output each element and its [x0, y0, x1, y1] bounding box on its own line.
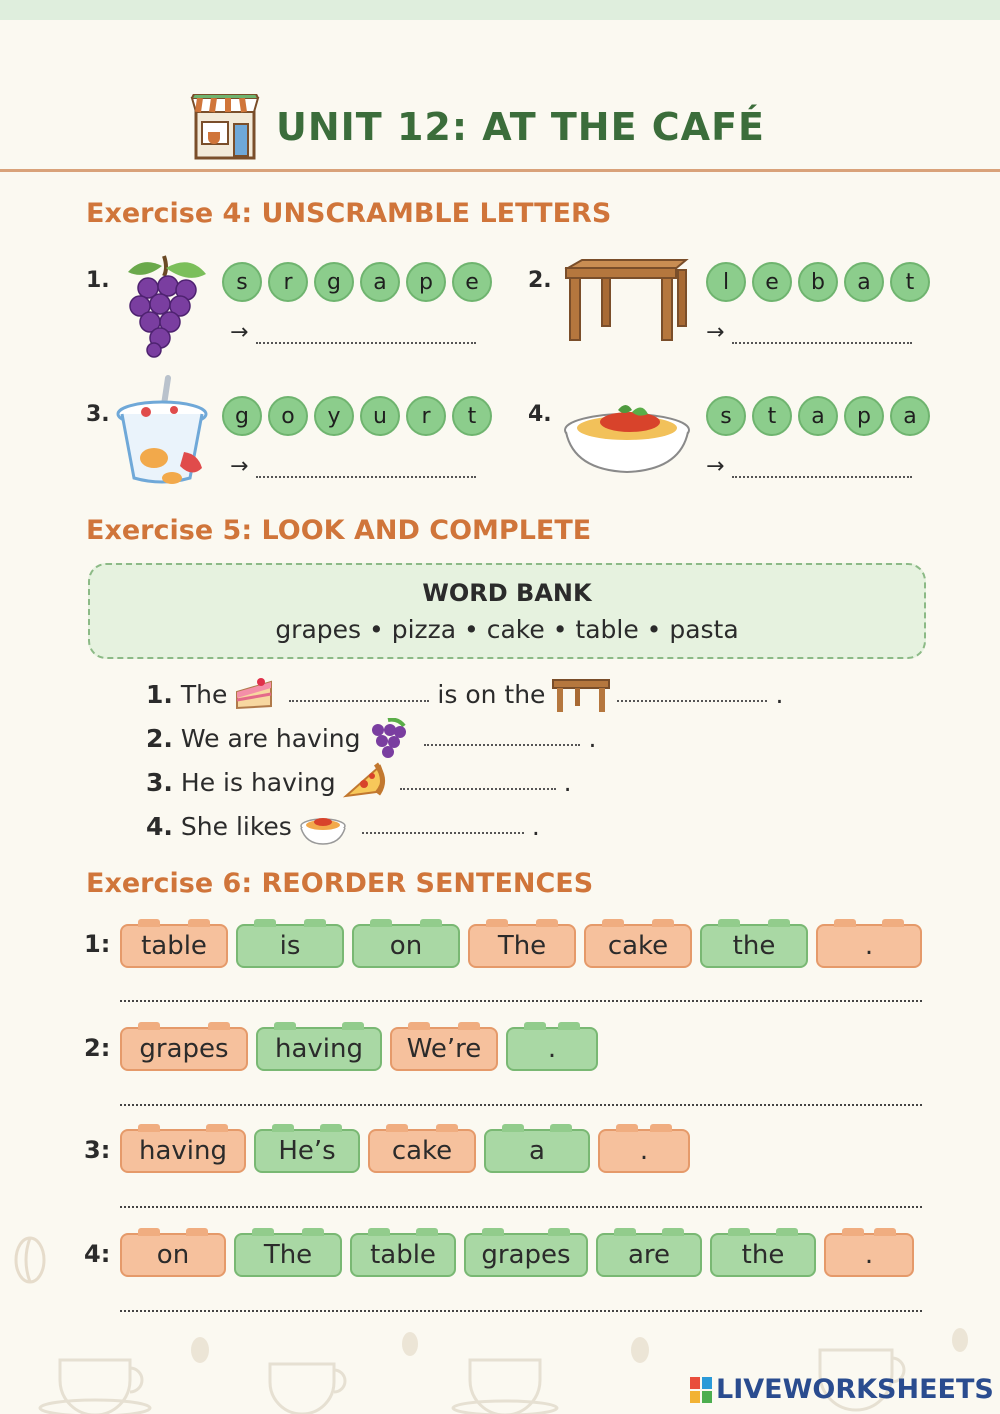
sentence-end: .: [531, 811, 540, 841]
ex6-row2-number: 2:: [84, 1034, 111, 1062]
word-block[interactable]: grapes: [120, 1027, 248, 1071]
exercise6-heading: Exercise 6: REORDER SENTENCES: [86, 868, 594, 899]
word-block[interactable]: .: [824, 1233, 914, 1277]
sentence-number: 3.: [146, 767, 173, 797]
ex4-item3-number: 3.: [86, 402, 110, 427]
word-bank-title: WORD BANK: [422, 579, 592, 607]
answer-blank[interactable]: [617, 686, 767, 702]
ex4-item1-answer[interactable]: [230, 322, 476, 344]
title-text: UNIT 12: AT THE CAFÉ: [276, 105, 765, 149]
sentence-end: .: [588, 723, 597, 753]
arrow-icon: →: [706, 320, 725, 345]
word-block[interactable]: We’re: [390, 1027, 498, 1071]
letter-circle: g: [314, 262, 354, 302]
ex6-row1-blocks: [120, 924, 922, 968]
answer-blank[interactable]: [732, 330, 912, 344]
word-block[interactable]: having: [256, 1027, 382, 1071]
letter-circle: p: [844, 396, 884, 436]
coffee-bean-icon: [10, 1230, 50, 1290]
word-block[interactable]: on: [120, 1233, 226, 1277]
arrow-icon: →: [230, 320, 249, 345]
word-block[interactable]: .: [598, 1129, 690, 1173]
ex5-sentence-4: [146, 806, 540, 846]
ex6-row1-number: 1:: [84, 930, 111, 958]
word-block[interactable]: a: [484, 1129, 590, 1173]
liveworksheets-logo-icon: [690, 1377, 712, 1403]
letter-circle: t: [890, 262, 930, 302]
word-block[interactable]: cake: [584, 924, 692, 968]
pasta-icon: [560, 398, 694, 476]
answer-blank[interactable]: [732, 464, 912, 478]
page-title: [190, 92, 765, 162]
ex4-item4-letters: [706, 396, 930, 436]
letter-circle: e: [752, 262, 792, 302]
word-block[interactable]: .: [506, 1027, 598, 1071]
letter-circle: a: [360, 262, 400, 302]
word-block[interactable]: the: [710, 1233, 816, 1277]
word-block[interactable]: table: [120, 924, 228, 968]
ex4-item3-letters: [222, 396, 492, 436]
sentence-end: .: [775, 679, 784, 709]
top-band: [0, 0, 1000, 20]
letter-circle: u: [360, 396, 400, 436]
letter-circle: a: [798, 396, 838, 436]
word-block[interactable]: cake: [368, 1129, 476, 1173]
letter-circle: s: [222, 262, 262, 302]
grapes-icon: [366, 718, 410, 758]
ex4-item4-answer[interactable]: [706, 456, 912, 478]
ex6-row4-answer-line[interactable]: [120, 1310, 922, 1312]
pizza-icon: [342, 762, 386, 802]
ex5-sentence-1: [146, 674, 783, 714]
ex6-row2-answer-line[interactable]: [120, 1104, 922, 1106]
word-block[interactable]: He’s: [254, 1129, 360, 1173]
answer-blank[interactable]: [362, 818, 524, 834]
letter-circle: b: [798, 262, 838, 302]
letter-circle: s: [706, 396, 746, 436]
sentence-text: He is having: [180, 767, 336, 797]
word-block[interactable]: The: [468, 924, 576, 968]
letter-circle: l: [706, 262, 746, 302]
answer-blank[interactable]: [289, 686, 429, 702]
cafe-shop-icon: [190, 94, 260, 160]
sentence-number: 2.: [146, 723, 173, 753]
sentence-end: .: [563, 767, 572, 797]
answer-blank[interactable]: [256, 330, 476, 344]
ex4-item2-number: 2.: [528, 268, 552, 293]
sentence-text: is on the: [437, 679, 546, 709]
sentence-text: She likes: [180, 811, 292, 841]
ex6-row3-answer-line[interactable]: [120, 1206, 922, 1208]
sentence-number: 1.: [146, 679, 173, 709]
arrow-icon: →: [230, 454, 249, 479]
grapes-icon: [120, 250, 212, 358]
table-icon: [562, 258, 692, 342]
ex4-item2-letters: [706, 262, 930, 302]
letter-circle: a: [844, 262, 884, 302]
word-block[interactable]: The: [234, 1233, 342, 1277]
ex6-row4-blocks: [120, 1233, 914, 1277]
yogurt-icon: [114, 374, 214, 490]
ex5-sentence-2: [146, 718, 596, 758]
ex6-row1-answer-line[interactable]: [120, 1000, 922, 1002]
liveworksheets-logo-text: LIVEWORKSHEETS: [716, 1374, 994, 1405]
pasta-icon: [298, 806, 348, 846]
letter-circle: r: [268, 262, 308, 302]
liveworksheets-logo: [690, 1374, 994, 1405]
exercise4-heading: Exercise 4: UNSCRAMBLE LETTERS: [86, 198, 612, 229]
sentence-text: We are having: [180, 723, 361, 753]
letter-circle: o: [268, 396, 308, 436]
letter-circle: a: [890, 396, 930, 436]
sentence-number: 4.: [146, 811, 173, 841]
word-block[interactable]: having: [120, 1129, 246, 1173]
letter-circle: p: [406, 262, 446, 302]
ex6-row2-blocks: [120, 1027, 606, 1071]
word-block[interactable]: the: [700, 924, 808, 968]
answer-blank[interactable]: [424, 730, 580, 746]
letter-circle: t: [452, 396, 492, 436]
word-block[interactable]: .: [816, 924, 922, 968]
word-block[interactable]: table: [350, 1233, 456, 1277]
word-block[interactable]: grapes: [464, 1233, 588, 1277]
ex4-item3-answer[interactable]: [230, 456, 476, 478]
ex6-row4-number: 4:: [84, 1240, 111, 1268]
letter-circle: r: [406, 396, 446, 436]
table-icon: [551, 674, 611, 714]
letter-circle: t: [752, 396, 792, 436]
word-block[interactable]: are: [596, 1233, 702, 1277]
letter-circle: e: [452, 262, 492, 302]
exercise5-heading: Exercise 5: LOOK AND COMPLETE: [86, 515, 592, 546]
arrow-icon: →: [706, 454, 725, 479]
sentence-text: The: [180, 679, 228, 709]
ex4-item1-letters: [222, 262, 492, 302]
word-bank-words: grapes • pizza • cake • table • pasta: [275, 615, 739, 644]
answer-blank[interactable]: [400, 774, 556, 790]
word-block[interactable]: on: [352, 924, 460, 968]
word-block[interactable]: is: [236, 924, 344, 968]
letter-circle: g: [222, 396, 262, 436]
letter-circle: y: [314, 396, 354, 436]
title-divider: [0, 169, 1000, 172]
ex4-item2-answer[interactable]: [706, 322, 912, 344]
word-bank: [88, 563, 926, 659]
answer-blank[interactable]: [256, 464, 476, 478]
ex5-sentence-3: [146, 762, 572, 802]
ex6-row3-number: 3:: [84, 1136, 111, 1164]
ex4-item1-number: 1.: [86, 268, 110, 293]
cake-icon: [233, 676, 275, 712]
ex4-item4-number: 4.: [528, 402, 552, 427]
ex6-row3-blocks: [120, 1129, 698, 1173]
